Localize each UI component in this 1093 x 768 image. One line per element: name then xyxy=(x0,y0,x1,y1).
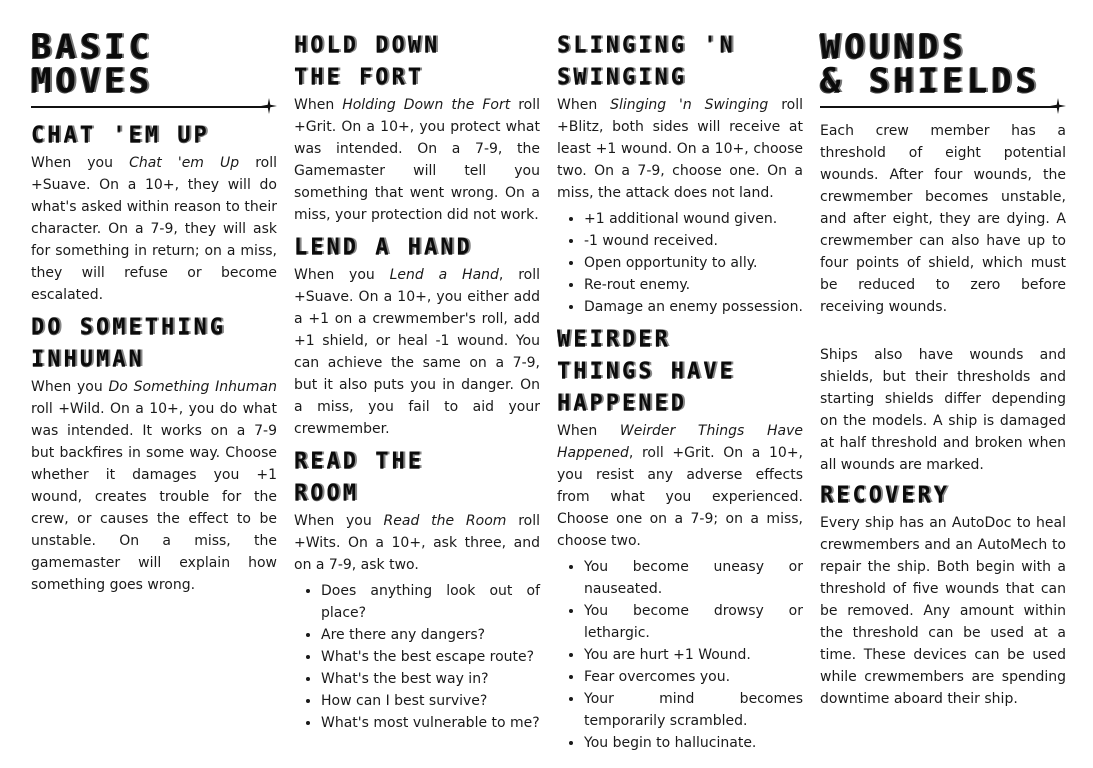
section-hold-down-the-fort xyxy=(294,30,540,226)
section-lend-a-hand xyxy=(294,232,540,440)
read-the-room-text: When you Read the Room roll +Wits. On a 10+, ask three, and on a 7-9, ask two. xyxy=(294,513,540,573)
wounds-paragraph: Each crew member has a threshold of eight potential wounds. After four wounds, the crewmember becomes unstable, and after eight, they are dying. A crewmember can also have up to four points of shield, which must be reduced to zero before receiving wounds. xyxy=(820,123,1066,315)
slinging-n-swinging-heading: SLINGING 'N SWINGING xyxy=(557,33,736,90)
lend-a-hand-text: When you Lend a Hand, roll +Suave. On a 10+, you either add a +1 on a crewmember's roll, add +1 shield, or heal -1 wound. You can achieve the same on a 7-9, but it also puts you in danger. On a miss, you fail to aid your crewmember. xyxy=(294,267,540,437)
section-chat-em-up xyxy=(31,120,277,306)
do-something-inhuman-heading: DO SOMETHING INHUMAN xyxy=(31,315,226,372)
slinging-n-swinging-text: When Slinging 'n Swinging roll +Blitz, both sides will receive at least +1 wound. On a 10+, choose two. On a 7-9, choose one. On a miss, the attack does not land. xyxy=(557,97,803,201)
column-basic-moves xyxy=(31,27,277,602)
column-3 xyxy=(557,30,803,760)
list-item: • Open opportunity to ally. xyxy=(584,252,803,274)
recovery-text: Every ship has an AutoDoc to heal crewmembers and an AutoMech to repair the ship. Both begin with a threshold of five wounds that can be removed. Any amount within the threshold can be used at a time. These devices can be used while crewmembers are spending downtime aboard their ship. xyxy=(820,515,1066,707)
chat-em-up-text: When you Chat 'em Up roll +Suave. On a 10+, they will do what's asked within reason to their character. On a 7-9, they will ask for something in return; on a miss, they will refuse or become escalated. xyxy=(31,155,277,303)
recovery-heading: RECOVERY xyxy=(820,483,950,508)
list-item: • What's most vulnerable to me? xyxy=(321,712,540,734)
list-item: • How can I best survive? xyxy=(321,690,540,712)
list-item: • You become drowsy or lethargic. xyxy=(584,600,803,644)
list-item: • Fear overcomes you. xyxy=(584,666,803,688)
read-the-room-list xyxy=(294,580,540,734)
chat-em-up-heading: CHAT 'EM UP xyxy=(31,123,210,148)
sparkle-icon xyxy=(1050,98,1066,114)
list-item: • -1 wound received. xyxy=(584,230,803,252)
basic-moves-title: BASIC MOVES xyxy=(31,27,154,101)
do-something-inhuman-text: When you Do Something Inhuman roll +Wild. On a 10+, you do what was intended. It works on a 7-9 but backfires in some way. Choose whether it damages you +1 wound, creates trouble for the crew, or causes the effect to be unstable. On a miss, the gamemaster will explain how something goes wrong. xyxy=(31,379,277,593)
weirder-things-list xyxy=(557,556,803,754)
section-recovery xyxy=(820,480,1066,710)
title-divider xyxy=(820,102,1066,112)
hold-down-the-fort-text: When Holding Down the Fort roll +Grit. On a 10+, you protect what was intended. On a 7-9, the Gamemaster will tell you something that went wrong. On a miss, your protection did not work. xyxy=(294,97,540,223)
sparkle-icon xyxy=(261,98,277,114)
title-divider xyxy=(31,102,277,112)
section-do-something-inhuman xyxy=(31,312,277,596)
wounds-shields-title: WOUNDS & SHIELDS xyxy=(820,27,1041,101)
weirder-things-text: When Weirder Things Have Happened, roll +Grit. On a 10+, you resist any adverse effects from what you experienced. Choose one on a 7-9; on a miss, choose two. xyxy=(557,423,803,549)
read-the-room-heading: READ THE ROOM xyxy=(294,449,424,506)
list-item: • Re-rout enemy. xyxy=(584,274,803,296)
list-item: • Your mind becomes temporarily scrambled. xyxy=(584,688,803,732)
list-item: • What's the best escape route? xyxy=(321,646,540,668)
weirder-things-heading: WEIRDER THINGS HAVE HAPPENED xyxy=(557,327,736,416)
section-weirder-things-have-happened xyxy=(557,324,803,754)
column-2 xyxy=(294,30,540,740)
list-item: • Damage an enemy possession. xyxy=(584,296,803,318)
section-slinging-n-swinging xyxy=(557,30,803,318)
list-item: • +1 additional wound given. xyxy=(584,208,803,230)
list-item: • You are hurt +1 Wound. xyxy=(584,644,803,666)
hold-down-the-fort-heading: HOLD DOWN THE FORT xyxy=(294,33,441,90)
list-item: • Are there any dangers? xyxy=(321,624,540,646)
ships-paragraph: Ships also have wounds and shields, but their thresholds and starting shields differ depending on the models. A ship is damaged at half threshold and broken when all wounds are marked. xyxy=(820,347,1066,473)
list-item: • What's the best way in? xyxy=(321,668,540,690)
slinging-n-swinging-list xyxy=(557,208,803,318)
lend-a-hand-heading: LEND A HAND xyxy=(294,235,473,260)
column-wounds-shields xyxy=(820,27,1066,716)
section-read-the-room xyxy=(294,446,540,734)
list-item: • Does anything look out of place? xyxy=(321,580,540,624)
list-item: • You begin to hallucinate. xyxy=(584,732,803,754)
list-item: • You become uneasy or nauseated. xyxy=(584,556,803,600)
